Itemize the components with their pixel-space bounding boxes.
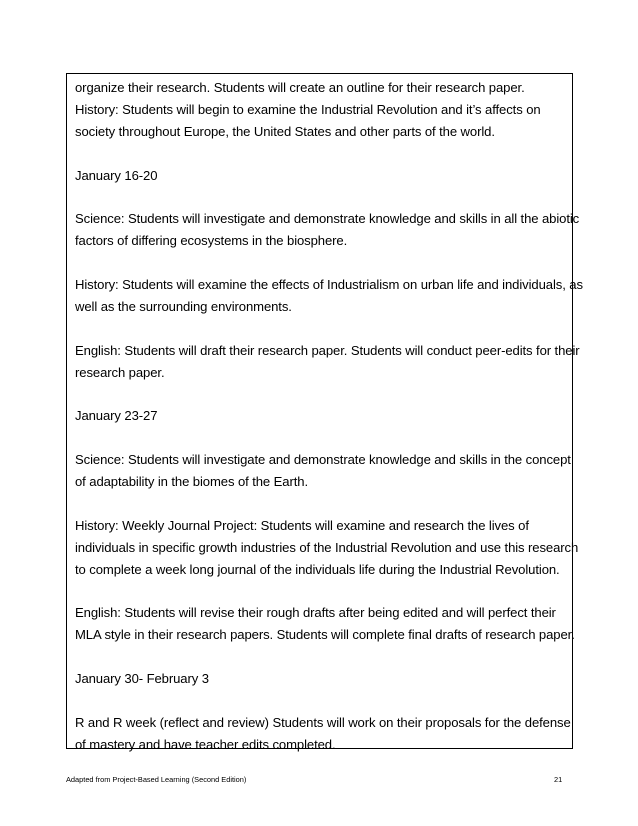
text-line: well as the surrounding environments. — [75, 298, 292, 314]
text-line: research paper. — [75, 364, 165, 380]
text-line: of mastery and have teacher edits completed. — [75, 736, 336, 752]
text-line: History: Weekly Journal Project: Students will examine and research the lives of — [75, 517, 529, 533]
text-line: of adaptability in the biomes of the Earth. — [75, 474, 308, 490]
text-line: R and R week (reflect and review) Students will work on their proposals for the defense — [75, 714, 571, 730]
blank-line — [75, 318, 575, 340]
text-line: English: Students will draft their research paper. Students will conduct peer-edits for their — [75, 342, 580, 358]
text-line: History: Students will examine the effects of Industrialism on urban life and individuals, as — [75, 277, 583, 293]
body-text — [75, 77, 583, 756]
text-line: to complete a week long journal of the individuals life during the Industrial Revolution. — [75, 561, 560, 577]
blank-line — [75, 252, 575, 274]
text-line: English: Students will revise their rough drafts after being edited and will perfect their — [75, 605, 556, 621]
text-line: factors of differing ecosystems in the biosphere. — [75, 233, 348, 249]
blank-line — [75, 143, 575, 165]
blank-line — [75, 383, 575, 405]
footer-source: Adapted from Project-Based Learning (Second Edition) — [66, 775, 247, 784]
week-heading: January 23-27 — [75, 408, 158, 424]
blank-line — [75, 427, 575, 449]
text-line: individuals in specific growth industries of the Industrial Revolution and use this research — [75, 539, 579, 555]
blank-line — [75, 580, 575, 602]
blank-line — [75, 493, 575, 515]
text-line: MLA style in their research papers. Students will complete final drafts of research paper. — [75, 627, 575, 643]
text-line: society throughout Europe, the United States and other parts of the world. — [75, 123, 495, 139]
text-line: Science: Students will investigate and demonstrate knowledge and skills in all the abiotic — [75, 211, 580, 227]
text-line: History: Students will begin to examine the Industrial Revolution and it’s affects on — [75, 101, 541, 117]
text-line: Science: Students will investigate and demonstrate knowledge and skills in the concept — [75, 452, 571, 468]
text-line: organize their research. Students will create an outline for their research paper. — [75, 80, 525, 95]
week-heading: January 30- February 3 — [75, 671, 209, 687]
week-heading: January 16-20 — [75, 167, 158, 183]
blank-line — [75, 690, 575, 712]
blank-line — [75, 186, 575, 208]
page-number: 21 — [554, 775, 563, 784]
blank-line — [75, 646, 575, 668]
